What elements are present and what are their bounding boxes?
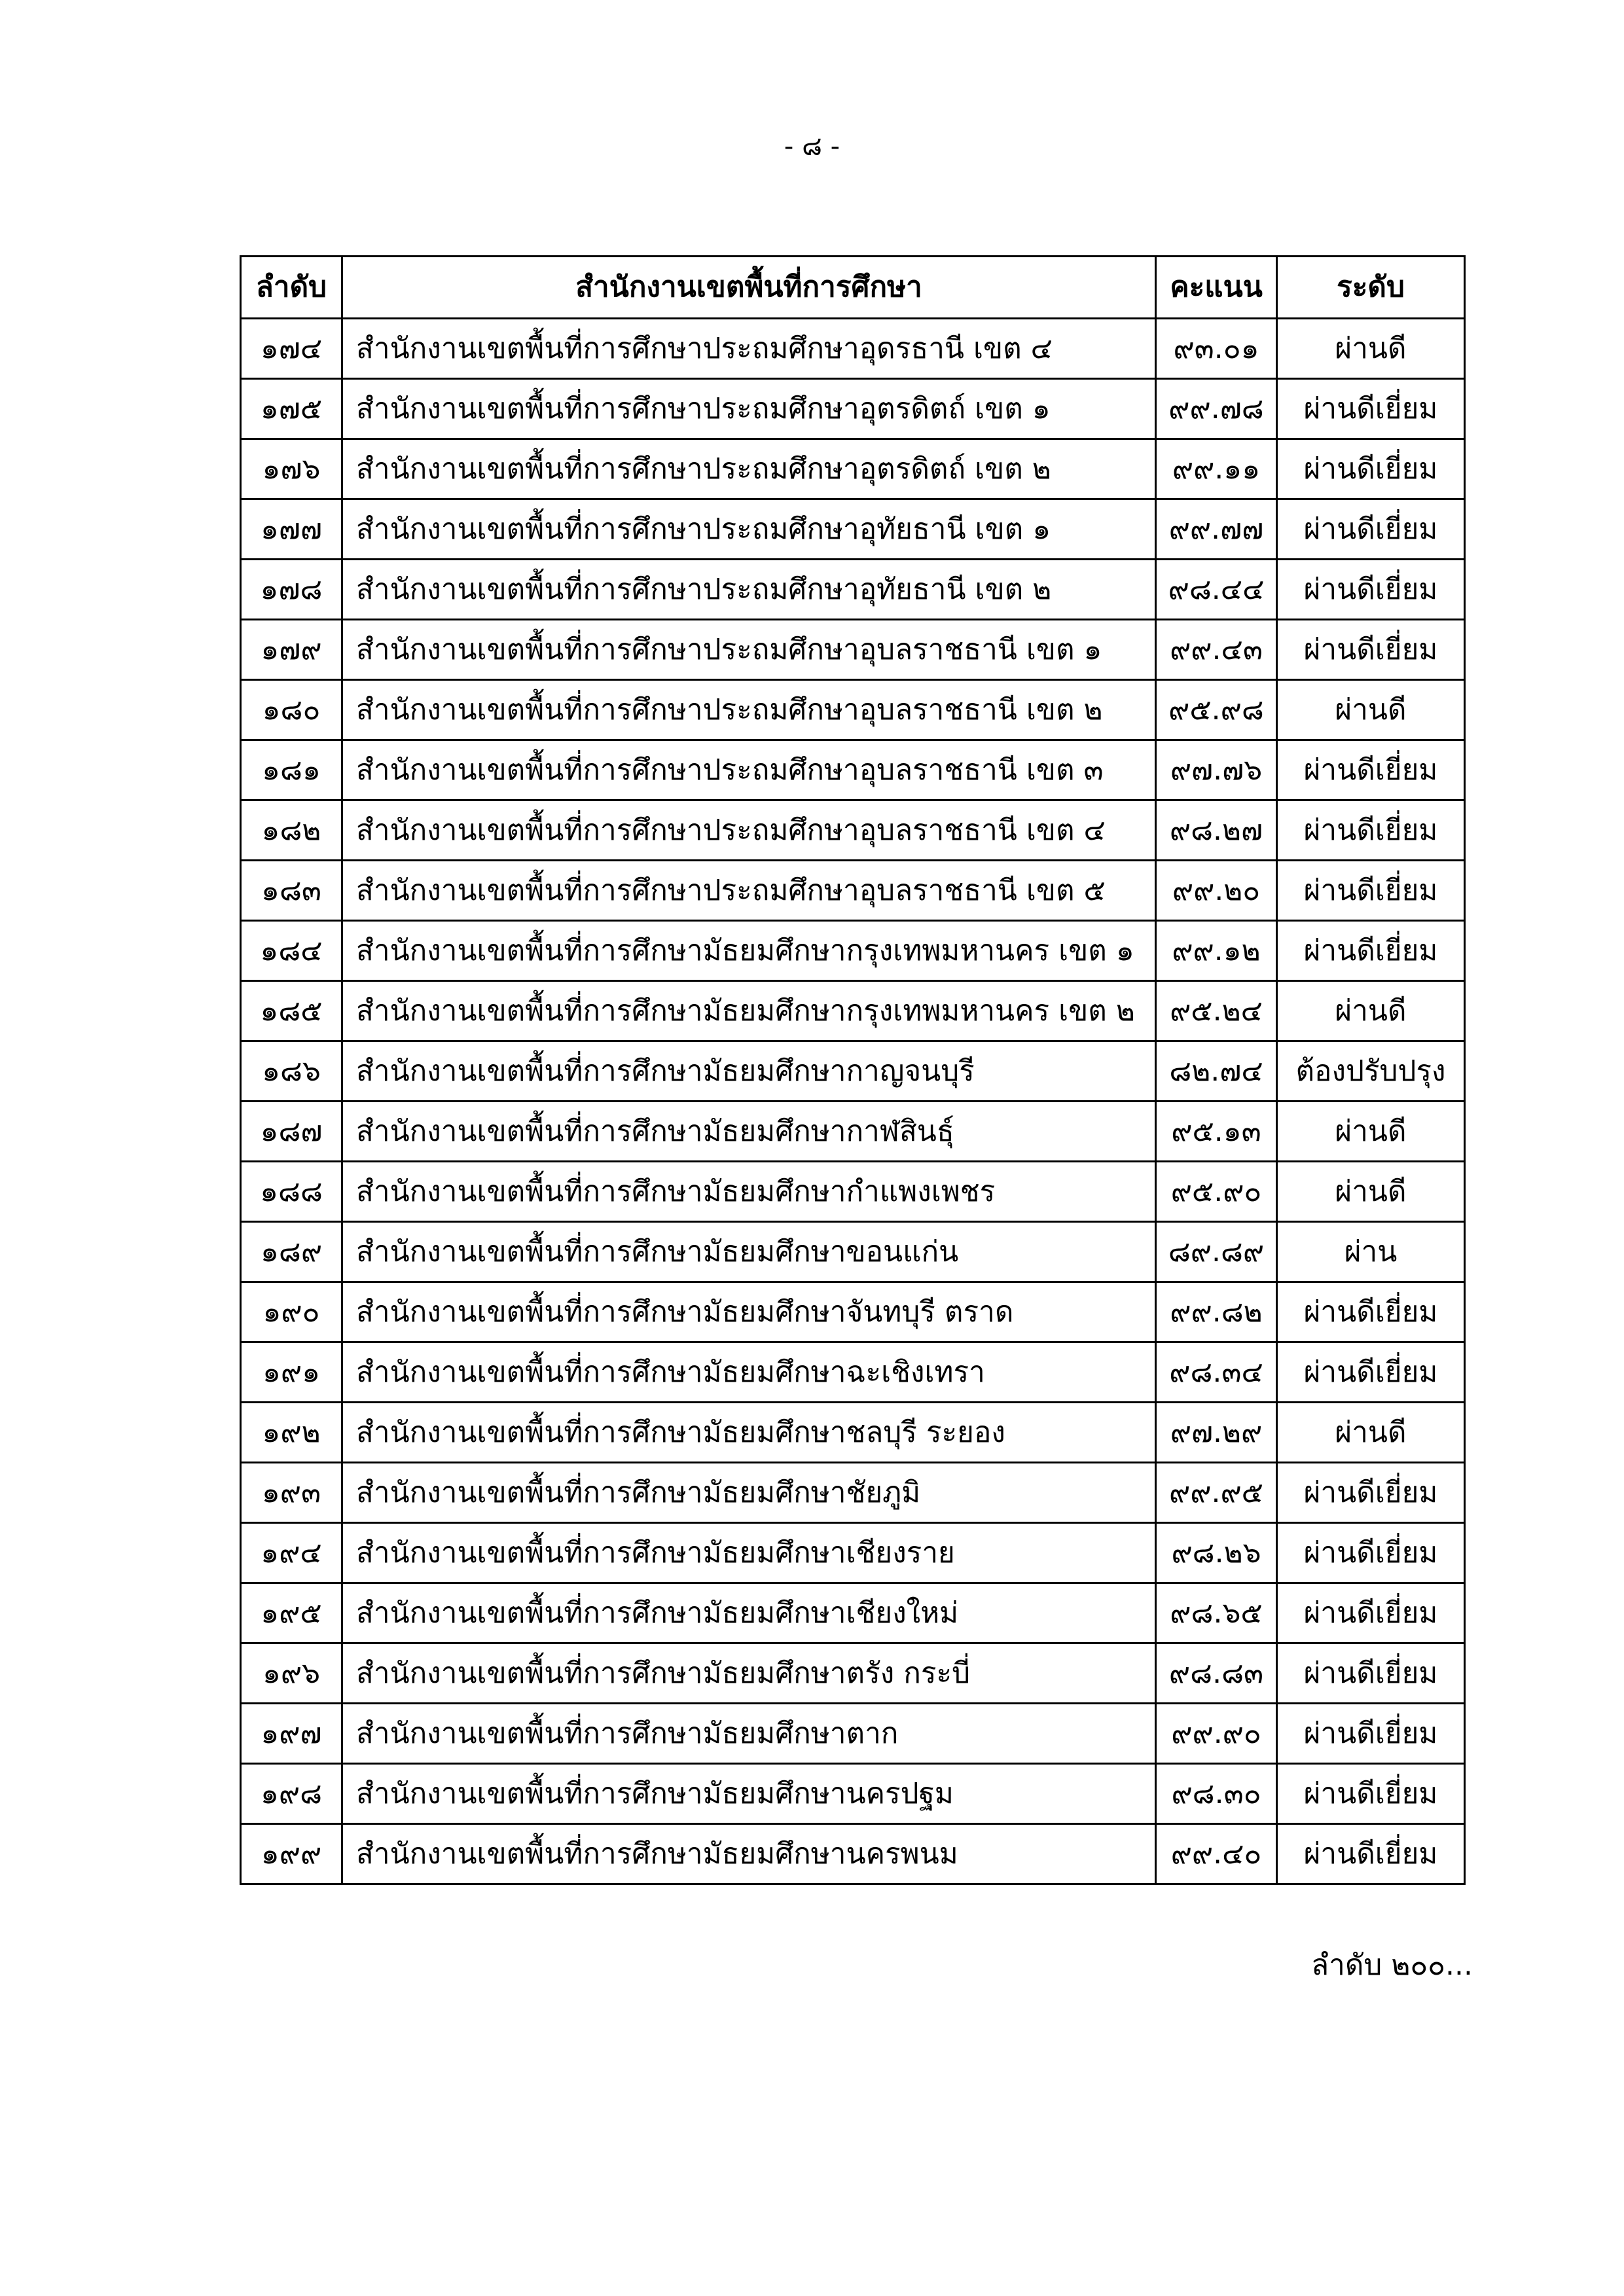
header-office: สำนักงานเขตพื้นที่การศึกษา <box>342 257 1156 319</box>
table-row <box>241 1282 1465 1342</box>
cell-score: ๙๘.๘๓ <box>1156 1643 1277 1704</box>
cell-level: ผ่านดีเยี่ยม <box>1277 499 1465 560</box>
cell-score: ๙๙.๘๒ <box>1156 1282 1277 1342</box>
cell-office: สำนักงานเขตพื้นที่การศึกษามัธยมศึกษาชลบุรี ระยอง <box>342 1403 1156 1463</box>
cell-office: สำนักงานเขตพื้นที่การศึกษาประถมศึกษาอุทัยธานี เขต ๑ <box>342 499 1156 560</box>
table-row <box>241 1403 1465 1463</box>
cell-level: ผ่าน <box>1277 1222 1465 1282</box>
cell-score: ๙๙.๙๕ <box>1156 1463 1277 1523</box>
cell-score: ๙๙.๗๘ <box>1156 379 1277 439</box>
cell-no: ๑๙๕ <box>241 1583 342 1643</box>
cell-office: สำนักงานเขตพื้นที่การศึกษาประถมศึกษาอุบลราชธานี เขต ๔ <box>342 800 1156 861</box>
table-row <box>241 861 1465 921</box>
cell-no: ๑๙๓ <box>241 1463 342 1523</box>
cell-level: ผ่านดีเยี่ยม <box>1277 1643 1465 1704</box>
table-row <box>241 499 1465 560</box>
cell-score: ๙๙.๔๐ <box>1156 1824 1277 1884</box>
table-row <box>241 1764 1465 1824</box>
cell-score: ๙๕.๑๓ <box>1156 1102 1277 1162</box>
table-row <box>241 1583 1465 1643</box>
cell-no: ๑๙๔ <box>241 1523 342 1583</box>
cell-level: ผ่านดีเยี่ยม <box>1277 1342 1465 1403</box>
table-row <box>241 740 1465 800</box>
cell-office: สำนักงานเขตพื้นที่การศึกษาประถมศึกษาอุทัยธานี เขต ๒ <box>342 560 1156 620</box>
cell-no: ๑๙๒ <box>241 1403 342 1463</box>
cell-office: สำนักงานเขตพื้นที่การศึกษาประถมศึกษาอุตรดิตถ์ เขต ๑ <box>342 379 1156 439</box>
table-row <box>241 1041 1465 1102</box>
cell-score: ๙๕.๒๔ <box>1156 981 1277 1041</box>
cell-office: สำนักงานเขตพื้นที่การศึกษาประถมศึกษาอุบลราชธานี เขต ๑ <box>342 620 1156 680</box>
cell-no: ๑๙๙ <box>241 1824 342 1884</box>
cell-level: ผ่านดีเยี่ยม <box>1277 1764 1465 1824</box>
cell-no: ๑๗๗ <box>241 499 342 560</box>
table-row <box>241 1102 1465 1162</box>
cell-office: สำนักงานเขตพื้นที่การศึกษามัธยมศึกษาขอนแก่น <box>342 1222 1156 1282</box>
cell-no: ๑๙๖ <box>241 1643 342 1704</box>
cell-level: ผ่านดี <box>1277 680 1465 740</box>
cell-no: ๑๙๑ <box>241 1342 342 1403</box>
cell-no: ๑๘๑ <box>241 740 342 800</box>
cell-office: สำนักงานเขตพื้นที่การศึกษามัธยมศึกษาเชียงใหม่ <box>342 1583 1156 1643</box>
cell-level: ผ่านดีเยี่ยม <box>1277 1523 1465 1583</box>
cell-no: ๑๙๗ <box>241 1704 342 1764</box>
cell-office: สำนักงานเขตพื้นที่การศึกษาประถมศึกษาอุตรดิตถ์ เขต ๒ <box>342 439 1156 499</box>
continuation-note: ลำดับ ๒๐๐... <box>1311 1948 1473 1982</box>
cell-office: สำนักงานเขตพื้นที่การศึกษามัธยมศึกษาฉะเชิงเทรา <box>342 1342 1156 1403</box>
cell-level: ผ่านดี <box>1277 1102 1465 1162</box>
cell-office: สำนักงานเขตพื้นที่การศึกษาประถมศึกษาอุบลราชธานี เขต ๕ <box>342 861 1156 921</box>
cell-no: ๑๘๗ <box>241 1102 342 1162</box>
cell-office: สำนักงานเขตพื้นที่การศึกษาประถมศึกษาอุดรธานี เขต ๔ <box>342 319 1156 379</box>
cell-no: ๑๙๘ <box>241 1764 342 1824</box>
cell-no: ๑๙๐ <box>241 1282 342 1342</box>
cell-no: ๑๗๙ <box>241 620 342 680</box>
cell-office: สำนักงานเขตพื้นที่การศึกษามัธยมศึกษาจันทบุรี ตราด <box>342 1282 1156 1342</box>
table-row <box>241 379 1465 439</box>
cell-level: ผ่านดีเยี่ยม <box>1277 379 1465 439</box>
cell-office: สำนักงานเขตพื้นที่การศึกษามัธยมศึกษาตรัง กระบี่ <box>342 1643 1156 1704</box>
cell-score: ๙๘.๖๕ <box>1156 1583 1277 1643</box>
cell-score: ๙๓.๐๑ <box>1156 319 1277 379</box>
cell-office: สำนักงานเขตพื้นที่การศึกษามัธยมศึกษาชัยภูมิ <box>342 1463 1156 1523</box>
table-row <box>241 319 1465 379</box>
cell-office: สำนักงานเขตพื้นที่การศึกษามัธยมศึกษานครปฐม <box>342 1764 1156 1824</box>
cell-score: ๙๘.๒๗ <box>1156 800 1277 861</box>
cell-level: ผ่านดีเยี่ยม <box>1277 620 1465 680</box>
cell-no: ๑๘๓ <box>241 861 342 921</box>
cell-score: ๙๙.๑๒ <box>1156 921 1277 981</box>
table-body <box>241 319 1465 1884</box>
cell-office: สำนักงานเขตพื้นที่การศึกษาประถมศึกษาอุบลราชธานี เขต ๓ <box>342 740 1156 800</box>
cell-score: ๙๗.๗๖ <box>1156 740 1277 800</box>
cell-score: ๙๙.๗๗ <box>1156 499 1277 560</box>
cell-score: ๙๙.๑๑ <box>1156 439 1277 499</box>
cell-level: ผ่านดี <box>1277 1162 1465 1222</box>
table-row <box>241 800 1465 861</box>
cell-level: ผ่านดี <box>1277 319 1465 379</box>
cell-level: ผ่านดีเยี่ยม <box>1277 560 1465 620</box>
cell-level: ผ่านดีเยี่ยม <box>1277 1583 1465 1643</box>
page-number: - ๘ - <box>784 132 840 162</box>
cell-score: ๙๙.๔๓ <box>1156 620 1277 680</box>
cell-score: ๙๕.๙๘ <box>1156 680 1277 740</box>
table-row <box>241 620 1465 680</box>
table-row <box>241 1704 1465 1764</box>
cell-no: ๑๘๔ <box>241 921 342 981</box>
cell-level: ผ่านดีเยี่ยม <box>1277 439 1465 499</box>
cell-no: ๑๘๙ <box>241 1222 342 1282</box>
cell-office: สำนักงานเขตพื้นที่การศึกษามัธยมศึกษานครพนม <box>342 1824 1156 1884</box>
cell-score: ๙๗.๒๙ <box>1156 1403 1277 1463</box>
cell-office: สำนักงานเขตพื้นที่การศึกษามัธยมศึกษากำแพงเพชร <box>342 1162 1156 1222</box>
table-row <box>241 921 1465 981</box>
table-row <box>241 1523 1465 1583</box>
cell-score: ๘๒.๗๔ <box>1156 1041 1277 1102</box>
cell-score: ๙๘.๓๔ <box>1156 1342 1277 1403</box>
header-no: ลำดับ <box>241 257 342 319</box>
cell-level: ผ่านดีเยี่ยม <box>1277 1463 1465 1523</box>
cell-no: ๑๘๕ <box>241 981 342 1041</box>
cell-level: ผ่านดีเยี่ยม <box>1277 1704 1465 1764</box>
cell-office: สำนักงานเขตพื้นที่การศึกษามัธยมศึกษากรุงเทพมหานคร เขต ๑ <box>342 921 1156 981</box>
table-row <box>241 1162 1465 1222</box>
table-row <box>241 680 1465 740</box>
table-row <box>241 1222 1465 1282</box>
header-level: ระดับ <box>1277 257 1465 319</box>
cell-no: ๑๘๒ <box>241 800 342 861</box>
cell-score: ๙๙.๒๐ <box>1156 861 1277 921</box>
cell-level: ผ่านดีเยี่ยม <box>1277 800 1465 861</box>
results-table <box>240 255 1466 1885</box>
table-row <box>241 1824 1465 1884</box>
cell-office: สำนักงานเขตพื้นที่การศึกษามัธยมศึกษากรุงเทพมหานคร เขต ๒ <box>342 981 1156 1041</box>
table-row <box>241 439 1465 499</box>
cell-score: ๙๘.๓๐ <box>1156 1764 1277 1824</box>
table-row <box>241 1463 1465 1523</box>
cell-level: ผ่านดีเยี่ยม <box>1277 1282 1465 1342</box>
cell-level: ผ่านดี <box>1277 981 1465 1041</box>
cell-office: สำนักงานเขตพื้นที่การศึกษามัธยมศึกษาเชียงราย <box>342 1523 1156 1583</box>
cell-no: ๑๗๖ <box>241 439 342 499</box>
cell-score: ๘๙.๘๙ <box>1156 1222 1277 1282</box>
table-row <box>241 1643 1465 1704</box>
cell-level: ผ่านดี <box>1277 1403 1465 1463</box>
table-row <box>241 981 1465 1041</box>
header-score: คะแนน <box>1156 257 1277 319</box>
cell-score: ๙๘.๔๔ <box>1156 560 1277 620</box>
cell-no: ๑๗๔ <box>241 319 342 379</box>
table-row <box>241 560 1465 620</box>
cell-office: สำนักงานเขตพื้นที่การศึกษาประถมศึกษาอุบลราชธานี เขต ๒ <box>342 680 1156 740</box>
cell-no: ๑๘๘ <box>241 1162 342 1222</box>
cell-level: ผ่านดีเยี่ยม <box>1277 740 1465 800</box>
table-row <box>241 1342 1465 1403</box>
cell-no: ๑๗๕ <box>241 379 342 439</box>
cell-no: ๑๗๘ <box>241 560 342 620</box>
cell-level: ผ่านดีเยี่ยม <box>1277 1824 1465 1884</box>
table-header-row <box>241 257 1465 319</box>
cell-office: สำนักงานเขตพื้นที่การศึกษามัธยมศึกษาตาก <box>342 1704 1156 1764</box>
cell-office: สำนักงานเขตพื้นที่การศึกษามัธยมศึกษากาฬสินธุ์ <box>342 1102 1156 1162</box>
cell-office: สำนักงานเขตพื้นที่การศึกษามัธยมศึกษากาญจนบุรี <box>342 1041 1156 1102</box>
cell-score: ๙๘.๒๖ <box>1156 1523 1277 1583</box>
cell-score: ๙๙.๙๐ <box>1156 1704 1277 1764</box>
cell-no: ๑๘๖ <box>241 1041 342 1102</box>
cell-level: ผ่านดีเยี่ยม <box>1277 861 1465 921</box>
cell-score: ๙๕.๙๐ <box>1156 1162 1277 1222</box>
cell-level: ผ่านดีเยี่ยม <box>1277 921 1465 981</box>
cell-level: ต้องปรับปรุง <box>1277 1041 1465 1102</box>
cell-no: ๑๘๐ <box>241 680 342 740</box>
